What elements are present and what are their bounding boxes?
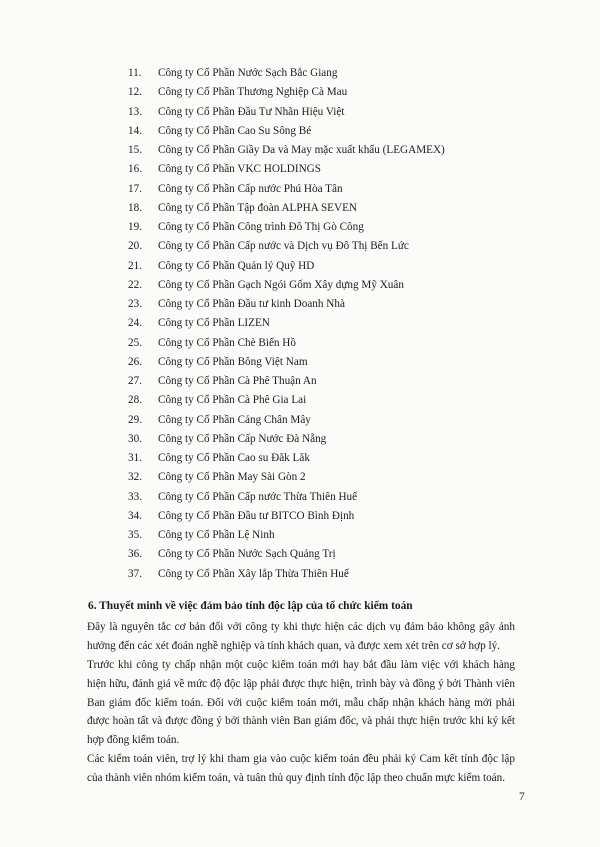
list-item-number: 26.	[128, 355, 142, 368]
list-item-company-name: Công ty Cổ Phần Chè Biển Hồ	[158, 336, 296, 349]
list-item	[128, 468, 306, 486]
list-item-number: 37.	[128, 567, 142, 580]
list-item	[128, 180, 343, 198]
list-item-company-name: Công ty Cổ Phần Cà Phê Gia Lai	[158, 394, 307, 407]
list-item	[128, 545, 336, 563]
list-item-company-name: Công ty Cổ Phần Quản lý Quỹ HD	[158, 259, 315, 272]
list-item-number: 19.	[128, 221, 142, 233]
list-item	[128, 103, 344, 121]
list-item	[128, 160, 321, 178]
list-item-company-name: Công ty Cổ Phần Công trình Đô Thị Gò Công	[158, 221, 364, 233]
list-item-company-name: Công ty Cổ Phần LIZEN	[158, 317, 270, 330]
list-item	[128, 526, 275, 544]
list-item-number: 14.	[128, 124, 142, 137]
list-item	[128, 565, 349, 583]
list-item-number: 30.	[128, 432, 142, 445]
list-item	[128, 83, 347, 101]
list-item-number: 24.	[128, 317, 142, 330]
list-item-number: 34.	[128, 509, 142, 522]
list-item-number: 35.	[128, 529, 142, 541]
list-item-company-name: Công ty Cổ Phần Đầu tư kinh Doanh Nhà	[158, 298, 345, 310]
list-item	[128, 218, 364, 236]
list-item-number: 13.	[128, 105, 142, 118]
list-item-number: 28.	[128, 394, 142, 407]
list-item-company-name: Công ty Cổ Phần Đầu tư BITCO Bình Định	[158, 509, 355, 522]
list-item-company-name: Công ty Cổ Phần Lệ Ninh	[158, 529, 275, 541]
list-item	[128, 64, 337, 82]
paragraph-3: Các kiểm toán viên, trợ lý khi tham gia vào cuộc kiểm toán đều phải ký Cam kết tính độc lập của thành viên nhóm kiểm toán, và tuân thủ quy định tính độc lập theo chuẩn mực kiểm toán.	[87, 753, 515, 784]
list-item-number: 20.	[128, 240, 142, 253]
list-item	[128, 257, 314, 275]
list-item	[128, 430, 326, 448]
list-item-number: 11.	[128, 67, 142, 79]
list-item-company-name: Công ty Cổ Phần Cấp Nước Đà Nẵng	[158, 432, 327, 445]
list-item-company-name: Công ty Cổ Phần Gạch Ngói Gốm Xây dựng Mỹ Xuân	[158, 278, 404, 291]
list-item-number: 29.	[128, 413, 142, 426]
list-item-company-name: Công ty Cổ Phần Cấp nước Phú Hòa Tân	[158, 182, 343, 195]
list-item	[128, 276, 404, 294]
list-item	[128, 372, 317, 390]
list-item-company-name: Công ty Cổ Phần May Sài Gòn 2	[158, 471, 306, 484]
list-item-company-name: Công ty Cổ Phần Nước Sạch Quảng Trị	[158, 548, 336, 561]
list-item	[128, 237, 409, 255]
list-item-number: 36.	[128, 548, 142, 561]
list-item	[128, 199, 357, 217]
list-item-number: 15.	[128, 144, 142, 156]
list-item-number: 12.	[128, 86, 142, 99]
paragraph-2: Trước khi công ty chấp nhận một cuộc kiểm toán mới hay bắt đầu làm việc với khách hàng hiện hữu, đánh giá về mức độ độc lập phải được thực hiện, trình bày và đồng ý bởi Thành viên Ban giám đốc kiểm toán. Đối với cuộc kiểm toán mới, mẫu chấp nhận khách hàng mới phải được hoàn tất và được đồng ý bởi thành viên Ban giám đốc, và phải thực hiện trước khi ký kết hợp đồng kiểm toán.	[87, 659, 515, 747]
list-item	[128, 507, 354, 525]
list-item-number: 27.	[128, 375, 142, 387]
list-item-number: 22.	[128, 278, 142, 291]
list-item	[128, 314, 270, 332]
list-item-number: 17.	[128, 182, 142, 195]
section-heading: 6. Thuyết minh về việc đảm bảo tính độc lập của tổ chức kiểm toán	[88, 600, 413, 612]
list-item-company-name: Công ty Cổ Phần Cấp nước Thừa Thiên Huế	[158, 490, 358, 503]
list-item	[128, 295, 345, 313]
list-item-number: 21.	[128, 259, 142, 272]
list-item-company-name: Công ty Cổ Phần Bông Việt Nam	[158, 355, 308, 368]
list-item-number: 25.	[128, 336, 142, 349]
list-item-company-name: Công ty Cổ Phần Đầu Tư Nhãn Hiệu Việt	[158, 105, 345, 118]
paragraph-1: Đây là nguyên tắc cơ bản đối với công ty khi thực hiện các dịch vụ đảm bảo không gây ảnh hưởng đến các xét đoán nghề nghiệp và tính khách quan, và được xem xét trên cơ sở hợp lý.	[87, 621, 515, 652]
list-item	[128, 411, 311, 429]
list-item-number: 33.	[128, 490, 142, 503]
list-item-company-name: Công ty Cổ Phần Cao Su Sông Bé	[158, 124, 312, 137]
list-item-company-name: Công ty Cổ Phần Cấp nước và Dịch vụ Đô Thị Bến Lức	[158, 240, 409, 253]
list-item-company-name: Công ty Cổ Phần Xây lắp Thừa Thiên Huế	[158, 567, 349, 580]
list-item	[128, 449, 310, 467]
list-item-company-name: Công ty Cổ Phần Cao su Đăk Lăk	[158, 452, 310, 464]
list-item-company-name: Công ty Cổ Phần Thương Nghiệp Cà Mau	[158, 86, 348, 99]
list-item-number: 16.	[128, 163, 142, 176]
list-item-company-name: Công ty Cổ Phần VKC HOLDINGS	[158, 163, 321, 176]
list-item	[128, 122, 311, 140]
list-item-company-name: Công ty Cổ Phần Giầy Da và May mặc xuất khẩu (LEGAMEX)	[158, 144, 445, 156]
list-item	[128, 334, 296, 352]
list-item	[128, 141, 445, 159]
list-item-number: 31.	[128, 452, 142, 464]
list-item-number: 32.	[128, 471, 142, 484]
stamp-fragment	[588, 420, 600, 500]
list-item-company-name: Công ty Cổ Phần Cảng Chân Mây	[158, 413, 311, 426]
list-item	[128, 353, 308, 371]
page-number: 7	[519, 791, 525, 803]
list-item-company-name: Công ty Cổ Phần Tập đoàn ALPHA SEVEN	[158, 201, 357, 214]
list-item-number: 18.	[128, 201, 142, 214]
list-item	[128, 391, 306, 409]
list-item-company-name: Công ty Cổ Phần Nước Sạch Bắc Giang	[158, 67, 338, 79]
list-item-company-name: Công ty Cổ Phần Cà Phê Thuận An	[158, 375, 317, 387]
list-item	[128, 488, 357, 506]
list-item-number: 23.	[128, 298, 142, 310]
